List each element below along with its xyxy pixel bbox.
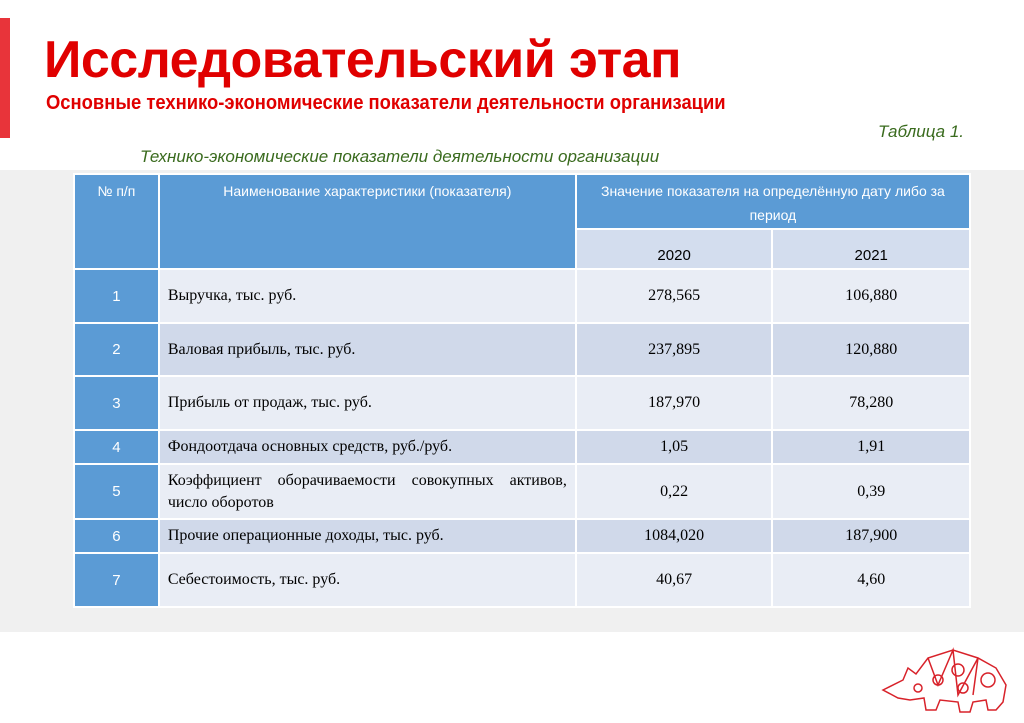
row-value-2021: 4,60	[772, 553, 970, 607]
header-value: Значение показателя на определённую дату либо за период	[576, 174, 970, 229]
rhino-logo-icon	[878, 640, 1018, 715]
row-value-2021: 78,280	[772, 376, 970, 430]
row-value-2020: 1,05	[576, 430, 773, 464]
row-value-2020: 187,970	[576, 376, 773, 430]
header-num: № п/п	[74, 174, 159, 269]
row-number: 4	[74, 430, 159, 464]
row-number: 5	[74, 464, 159, 519]
slide-subtitle: Основные технико-экономические показатели деятельности организации	[46, 92, 726, 114]
row-value-2020: 0,22	[576, 464, 773, 519]
row-number: 2	[74, 323, 159, 376]
row-number: 3	[74, 376, 159, 430]
header-year-2021: 2021	[772, 229, 970, 269]
table-row	[74, 430, 970, 464]
header-year-2020: 2020	[576, 229, 773, 269]
row-value-2020: 40,67	[576, 553, 773, 607]
table-row	[74, 553, 970, 607]
row-number: 6	[74, 519, 159, 553]
table-row	[74, 464, 970, 519]
row-value-2021: 0,39	[772, 464, 970, 519]
row-value-2021: 120,880	[772, 323, 970, 376]
row-number: 1	[74, 269, 159, 323]
row-number: 7	[74, 553, 159, 607]
row-indicator-name: Прибыль от продаж, тыс. руб.	[159, 376, 576, 430]
table-row	[74, 269, 970, 323]
row-indicator-name: Себестоимость, тыс. руб.	[159, 553, 576, 607]
table-row	[74, 376, 970, 430]
row-value-2021: 106,880	[772, 269, 970, 323]
row-value-2021: 187,900	[772, 519, 970, 553]
row-indicator-name: Фондоотдача основных средств, руб./руб.	[159, 430, 576, 464]
row-indicator-name: Коэффициент оборачиваемости совокупных активов, число оборотов	[159, 464, 576, 519]
row-indicator-name: Прочие операционные доходы, тыс. руб.	[159, 519, 576, 553]
table-row	[74, 323, 970, 376]
row-value-2021: 1,91	[772, 430, 970, 464]
row-value-2020: 237,895	[576, 323, 773, 376]
row-indicator-name: Выручка, тыс. руб.	[159, 269, 576, 323]
table-row	[74, 519, 970, 553]
accent-bar	[0, 18, 10, 138]
table-caption: Технико-экономические показатели деятельности организации	[140, 147, 660, 166]
indicators-table	[73, 173, 971, 608]
row-indicator-name: Валовая прибыль, тыс. руб.	[159, 323, 576, 376]
slide-title: Исследовательский этап	[44, 31, 681, 89]
row-value-2020: 1084,020	[576, 519, 773, 553]
header-name: Наименование характеристики (показателя)	[159, 174, 576, 269]
row-value-2020: 278,565	[576, 269, 773, 323]
table-number: Таблица 1.	[878, 122, 964, 141]
